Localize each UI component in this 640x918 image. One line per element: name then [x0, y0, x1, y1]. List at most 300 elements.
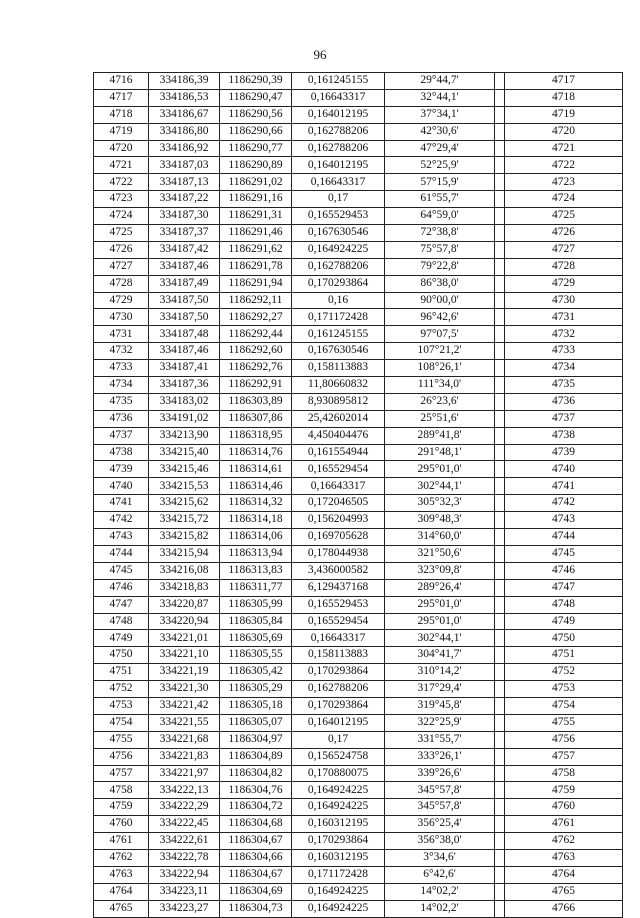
x-coordinate-cell: 334215,53: [149, 478, 220, 495]
point-number-cell: 4729: [94, 292, 149, 309]
y-coordinate-cell: 1186292,11: [220, 292, 292, 309]
next-point-cell: 4762: [505, 833, 623, 850]
y-coordinate-cell: 1186305,29: [220, 681, 292, 698]
x-coordinate-cell: 334215,72: [149, 512, 220, 529]
column-separator: [495, 562, 505, 579]
distance-cell: 0,16643317: [292, 89, 385, 106]
direction-angle-cell: 295°01,0': [385, 596, 495, 613]
column-separator: [495, 241, 505, 258]
distance-cell: 0,161245155: [292, 73, 385, 90]
x-coordinate-cell: 334222,61: [149, 833, 220, 850]
next-point-cell: 4730: [505, 292, 623, 309]
x-coordinate-cell: 334223,11: [149, 883, 220, 900]
y-coordinate-cell: 1186318,95: [220, 427, 292, 444]
table-row: [94, 731, 623, 748]
column-separator: [495, 410, 505, 427]
table-row: [94, 630, 623, 647]
y-coordinate-cell: 1186304,73: [220, 900, 292, 917]
point-number-cell: 4750: [94, 647, 149, 664]
x-coordinate-cell: 334216,08: [149, 562, 220, 579]
distance-cell: 0,170880075: [292, 765, 385, 782]
table-row: [94, 782, 623, 799]
y-coordinate-cell: 1186291,94: [220, 275, 292, 292]
distance-cell: 0,161245155: [292, 326, 385, 343]
table-row: [94, 410, 623, 427]
distance-cell: 0,172046505: [292, 495, 385, 512]
distance-cell: 0,160312195: [292, 849, 385, 866]
next-point-cell: 4744: [505, 529, 623, 546]
point-number-cell: 4765: [94, 900, 149, 917]
x-coordinate-cell: 334213,90: [149, 427, 220, 444]
column-separator: [495, 309, 505, 326]
distance-cell: 0,170293864: [292, 275, 385, 292]
next-point-cell: 4731: [505, 309, 623, 326]
y-coordinate-cell: 1186291,31: [220, 208, 292, 225]
x-coordinate-cell: 334220,94: [149, 613, 220, 630]
table-row: [94, 326, 623, 343]
point-number-cell: 4728: [94, 275, 149, 292]
column-separator: [495, 731, 505, 748]
direction-angle-cell: 295°01,0': [385, 461, 495, 478]
point-number-cell: 4738: [94, 444, 149, 461]
y-coordinate-cell: 1186290,77: [220, 140, 292, 157]
y-coordinate-cell: 1186305,42: [220, 664, 292, 681]
table-row: [94, 478, 623, 495]
x-coordinate-cell: 334186,39: [149, 73, 220, 90]
table-row: [94, 89, 623, 106]
distance-cell: 0,164924225: [292, 241, 385, 258]
table-row: [94, 258, 623, 275]
next-point-cell: 4757: [505, 748, 623, 765]
x-coordinate-cell: 334222,29: [149, 799, 220, 816]
next-point-cell: 4734: [505, 360, 623, 377]
table-row: [94, 579, 623, 596]
next-point-cell: 4740: [505, 461, 623, 478]
distance-cell: 25,42602014: [292, 410, 385, 427]
column-separator: [495, 393, 505, 410]
direction-angle-cell: 345°57,8': [385, 782, 495, 799]
distance-cell: 0,169705628: [292, 529, 385, 546]
y-coordinate-cell: 1186291,78: [220, 258, 292, 275]
next-point-cell: 4760: [505, 799, 623, 816]
direction-angle-cell: 14°02,2': [385, 900, 495, 917]
x-coordinate-cell: 334221,30: [149, 681, 220, 698]
direction-angle-cell: 305°32,3': [385, 495, 495, 512]
table-row: [94, 309, 623, 326]
column-separator: [495, 833, 505, 850]
x-coordinate-cell: 334215,82: [149, 529, 220, 546]
table-row: [94, 461, 623, 478]
column-separator: [495, 225, 505, 242]
y-coordinate-cell: 1186304,97: [220, 731, 292, 748]
next-point-cell: 4749: [505, 613, 623, 630]
y-coordinate-cell: 1186305,99: [220, 596, 292, 613]
table-row: [94, 833, 623, 850]
distance-cell: 0,16643317: [292, 478, 385, 495]
next-point-cell: 4754: [505, 697, 623, 714]
next-point-cell: 4759: [505, 782, 623, 799]
direction-angle-cell: 289°26,4': [385, 579, 495, 596]
next-point-cell: 4752: [505, 664, 623, 681]
point-number-cell: 4725: [94, 225, 149, 242]
next-point-cell: 4742: [505, 495, 623, 512]
y-coordinate-cell: 1186304,67: [220, 866, 292, 883]
column-separator: [495, 545, 505, 562]
direction-angle-cell: 310°14,2': [385, 664, 495, 681]
distance-cell: 0,167630546: [292, 343, 385, 360]
column-separator: [495, 140, 505, 157]
column-separator: [495, 326, 505, 343]
x-coordinate-cell: 334187,50: [149, 309, 220, 326]
direction-angle-cell: 323°09,8': [385, 562, 495, 579]
table-row: [94, 714, 623, 731]
direction-angle-cell: 314°60,0': [385, 529, 495, 546]
distance-cell: 0,17: [292, 731, 385, 748]
distance-cell: 0,164012195: [292, 106, 385, 123]
table-row: [94, 681, 623, 698]
distance-cell: 0,171172428: [292, 866, 385, 883]
y-coordinate-cell: 1186290,66: [220, 123, 292, 140]
distance-cell: 0,165529454: [292, 613, 385, 630]
table-row: [94, 613, 623, 630]
direction-angle-cell: 309°48,3': [385, 512, 495, 529]
table-row: [94, 343, 623, 360]
column-separator: [495, 529, 505, 546]
direction-angle-cell: 356°25,4': [385, 816, 495, 833]
y-coordinate-cell: 1186305,69: [220, 630, 292, 647]
y-coordinate-cell: 1186292,76: [220, 360, 292, 377]
table-row: [94, 157, 623, 174]
column-separator: [495, 343, 505, 360]
x-coordinate-cell: 334187,48: [149, 326, 220, 343]
column-separator: [495, 191, 505, 208]
distance-cell: 0,164924225: [292, 782, 385, 799]
next-point-cell: 4723: [505, 174, 623, 191]
point-number-cell: 4723: [94, 191, 149, 208]
direction-angle-cell: 3°34,6': [385, 849, 495, 866]
next-point-cell: 4745: [505, 545, 623, 562]
table-row: [94, 866, 623, 883]
table-row: [94, 664, 623, 681]
x-coordinate-cell: 334187,42: [149, 241, 220, 258]
y-coordinate-cell: 1186304,68: [220, 816, 292, 833]
distance-cell: 0,165529453: [292, 596, 385, 613]
x-coordinate-cell: 334220,87: [149, 596, 220, 613]
point-number-cell: 4721: [94, 157, 149, 174]
x-coordinate-cell: 334222,45: [149, 816, 220, 833]
table-row: [94, 208, 623, 225]
next-point-cell: 4722: [505, 157, 623, 174]
point-number-cell: 4743: [94, 529, 149, 546]
direction-angle-cell: 29°44,7': [385, 73, 495, 90]
distance-cell: 8,930895812: [292, 393, 385, 410]
x-coordinate-cell: 334187,30: [149, 208, 220, 225]
point-number-cell: 4717: [94, 89, 149, 106]
y-coordinate-cell: 1186304,89: [220, 748, 292, 765]
next-point-cell: 4725: [505, 208, 623, 225]
direction-angle-cell: 32°44,1': [385, 89, 495, 106]
table-row: [94, 849, 623, 866]
y-coordinate-cell: 1186314,18: [220, 512, 292, 529]
y-coordinate-cell: 1186313,83: [220, 562, 292, 579]
next-point-cell: 4718: [505, 89, 623, 106]
distance-cell: 0,161554944: [292, 444, 385, 461]
column-separator: [495, 866, 505, 883]
x-coordinate-cell: 334187,41: [149, 360, 220, 377]
direction-angle-cell: 37°34,1': [385, 106, 495, 123]
y-coordinate-cell: 1186303,89: [220, 393, 292, 410]
x-coordinate-cell: 334187,22: [149, 191, 220, 208]
point-number-cell: 4756: [94, 748, 149, 765]
point-number-cell: 4741: [94, 495, 149, 512]
next-point-cell: 4739: [505, 444, 623, 461]
x-coordinate-cell: 334221,10: [149, 647, 220, 664]
x-coordinate-cell: 334186,80: [149, 123, 220, 140]
x-coordinate-cell: 334183,02: [149, 393, 220, 410]
distance-cell: 0,170293864: [292, 833, 385, 850]
table-row: [94, 140, 623, 157]
table-row: [94, 596, 623, 613]
x-coordinate-cell: 334221,01: [149, 630, 220, 647]
next-point-cell: 4726: [505, 225, 623, 242]
distance-cell: 0,170293864: [292, 697, 385, 714]
column-separator: [495, 461, 505, 478]
distance-cell: 0,17: [292, 191, 385, 208]
column-separator: [495, 697, 505, 714]
table-row: [94, 697, 623, 714]
next-point-cell: 4737: [505, 410, 623, 427]
point-number-cell: 4724: [94, 208, 149, 225]
distance-cell: 3,436000582: [292, 562, 385, 579]
point-number-cell: 4746: [94, 579, 149, 596]
column-separator: [495, 478, 505, 495]
column-separator: [495, 782, 505, 799]
point-number-cell: 4758: [94, 782, 149, 799]
point-number-cell: 4737: [94, 427, 149, 444]
distance-cell: 0,162788206: [292, 258, 385, 275]
x-coordinate-cell: 334221,55: [149, 714, 220, 731]
next-point-cell: 4761: [505, 816, 623, 833]
column-separator: [495, 630, 505, 647]
y-coordinate-cell: 1186290,47: [220, 89, 292, 106]
column-separator: [495, 258, 505, 275]
y-coordinate-cell: 1186304,66: [220, 849, 292, 866]
table-row: [94, 360, 623, 377]
direction-angle-cell: 291°48,1': [385, 444, 495, 461]
table-row: [94, 174, 623, 191]
point-number-cell: 4761: [94, 833, 149, 850]
y-coordinate-cell: 1186305,07: [220, 714, 292, 731]
direction-angle-cell: 57°15,9': [385, 174, 495, 191]
next-point-cell: 4743: [505, 512, 623, 529]
table-row: [94, 73, 623, 90]
table-row: [94, 377, 623, 394]
direction-angle-cell: 26°23,6': [385, 393, 495, 410]
column-separator: [495, 596, 505, 613]
direction-angle-cell: 86°38,0': [385, 275, 495, 292]
next-point-cell: 4753: [505, 681, 623, 698]
column-separator: [495, 849, 505, 866]
next-point-cell: 4746: [505, 562, 623, 579]
point-number-cell: 4735: [94, 393, 149, 410]
distance-cell: 0,156204993: [292, 512, 385, 529]
column-separator: [495, 73, 505, 90]
page-number: 96: [313, 47, 327, 62]
direction-angle-cell: 345°57,8': [385, 799, 495, 816]
column-separator: [495, 883, 505, 900]
direction-angle-cell: 107°21,2': [385, 343, 495, 360]
column-separator: [495, 427, 505, 444]
point-number-cell: 4726: [94, 241, 149, 258]
x-coordinate-cell: 334215,40: [149, 444, 220, 461]
x-coordinate-cell: 334221,42: [149, 697, 220, 714]
x-coordinate-cell: 334187,46: [149, 343, 220, 360]
table-row: [94, 545, 623, 562]
point-number-cell: 4763: [94, 866, 149, 883]
next-point-cell: 4741: [505, 478, 623, 495]
y-coordinate-cell: 1186311,77: [220, 579, 292, 596]
direction-angle-cell: 321°50,6': [385, 545, 495, 562]
x-coordinate-cell: 334221,19: [149, 664, 220, 681]
distance-cell: 0,162788206: [292, 140, 385, 157]
next-point-cell: 4721: [505, 140, 623, 157]
y-coordinate-cell: 1186292,91: [220, 377, 292, 394]
next-point-cell: 4747: [505, 579, 623, 596]
y-coordinate-cell: 1186304,76: [220, 782, 292, 799]
table-row: [94, 241, 623, 258]
y-coordinate-cell: 1186305,55: [220, 647, 292, 664]
column-separator: [495, 664, 505, 681]
distance-cell: 0,16643317: [292, 630, 385, 647]
column-separator: [495, 647, 505, 664]
point-number-cell: 4718: [94, 106, 149, 123]
y-coordinate-cell: 1186291,46: [220, 225, 292, 242]
distance-cell: 0,164924225: [292, 900, 385, 917]
y-coordinate-cell: 1186304,69: [220, 883, 292, 900]
column-separator: [495, 377, 505, 394]
point-number-cell: 4719: [94, 123, 149, 140]
point-number-cell: 4754: [94, 714, 149, 731]
direction-angle-cell: 331°55,7': [385, 731, 495, 748]
y-coordinate-cell: 1186291,16: [220, 191, 292, 208]
table-row: [94, 647, 623, 664]
column-separator: [495, 275, 505, 292]
next-point-cell: 4766: [505, 900, 623, 917]
table-row: [94, 292, 623, 309]
next-point-cell: 4724: [505, 191, 623, 208]
next-point-cell: 4748: [505, 596, 623, 613]
next-point-cell: 4751: [505, 647, 623, 664]
point-number-cell: 4752: [94, 681, 149, 698]
direction-angle-cell: 75°57,8': [385, 241, 495, 258]
x-coordinate-cell: 334187,13: [149, 174, 220, 191]
x-coordinate-cell: 334186,53: [149, 89, 220, 106]
table-row: [94, 191, 623, 208]
next-point-cell: 4720: [505, 123, 623, 140]
next-point-cell: 4758: [505, 765, 623, 782]
point-number-cell: 4740: [94, 478, 149, 495]
distance-cell: 6,129437168: [292, 579, 385, 596]
column-separator: [495, 681, 505, 698]
column-separator: [495, 495, 505, 512]
x-coordinate-cell: 334215,62: [149, 495, 220, 512]
coordinates-table: [93, 72, 623, 918]
direction-angle-cell: 72°38,8': [385, 225, 495, 242]
distance-cell: 0,178044938: [292, 545, 385, 562]
point-number-cell: 4727: [94, 258, 149, 275]
next-point-cell: 4763: [505, 849, 623, 866]
column-separator: [495, 512, 505, 529]
next-point-cell: 4732: [505, 326, 623, 343]
x-coordinate-cell: 334215,94: [149, 545, 220, 562]
x-coordinate-cell: 334218,83: [149, 579, 220, 596]
table-row: [94, 529, 623, 546]
point-number-cell: 4745: [94, 562, 149, 579]
x-coordinate-cell: 334187,03: [149, 157, 220, 174]
column-separator: [495, 360, 505, 377]
distance-cell: 0,167630546: [292, 225, 385, 242]
table-row: [94, 225, 623, 242]
table-row: [94, 748, 623, 765]
table-row: [94, 765, 623, 782]
distance-cell: 11,80660832: [292, 377, 385, 394]
x-coordinate-cell: 334187,36: [149, 377, 220, 394]
x-coordinate-cell: 334186,67: [149, 106, 220, 123]
point-number-cell: 4759: [94, 799, 149, 816]
point-number-cell: 4749: [94, 630, 149, 647]
x-coordinate-cell: 334187,46: [149, 258, 220, 275]
point-number-cell: 4764: [94, 883, 149, 900]
distance-cell: 0,162788206: [292, 681, 385, 698]
point-number-cell: 4716: [94, 73, 149, 90]
x-coordinate-cell: 334187,50: [149, 292, 220, 309]
distance-cell: 0,158113883: [292, 647, 385, 664]
y-coordinate-cell: 1186292,44: [220, 326, 292, 343]
distance-cell: 0,164012195: [292, 714, 385, 731]
table-row: [94, 106, 623, 123]
table-row: [94, 512, 623, 529]
column-separator: [495, 106, 505, 123]
direction-angle-cell: 111°34,0': [385, 377, 495, 394]
next-point-cell: 4733: [505, 343, 623, 360]
direction-angle-cell: 14°02,2': [385, 883, 495, 900]
x-coordinate-cell: 334222,13: [149, 782, 220, 799]
column-separator: [495, 816, 505, 833]
y-coordinate-cell: 1186290,39: [220, 73, 292, 90]
y-coordinate-cell: 1186305,84: [220, 613, 292, 630]
point-number-cell: 4757: [94, 765, 149, 782]
point-number-cell: 4755: [94, 731, 149, 748]
distance-cell: 0,171172428: [292, 309, 385, 326]
x-coordinate-cell: 334187,49: [149, 275, 220, 292]
table-row: [94, 427, 623, 444]
table-row: [94, 900, 623, 917]
point-number-cell: 4751: [94, 664, 149, 681]
point-number-cell: 4747: [94, 596, 149, 613]
y-coordinate-cell: 1186314,46: [220, 478, 292, 495]
y-coordinate-cell: 1186314,32: [220, 495, 292, 512]
x-coordinate-cell: 334223,27: [149, 900, 220, 917]
x-coordinate-cell: 334222,94: [149, 866, 220, 883]
y-coordinate-cell: 1186290,56: [220, 106, 292, 123]
point-number-cell: 4753: [94, 697, 149, 714]
direction-angle-cell: 356°38,0': [385, 833, 495, 850]
point-number-cell: 4739: [94, 461, 149, 478]
next-point-cell: 4728: [505, 258, 623, 275]
table-row: [94, 562, 623, 579]
next-point-cell: 4727: [505, 241, 623, 258]
distance-cell: 0,16643317: [292, 174, 385, 191]
